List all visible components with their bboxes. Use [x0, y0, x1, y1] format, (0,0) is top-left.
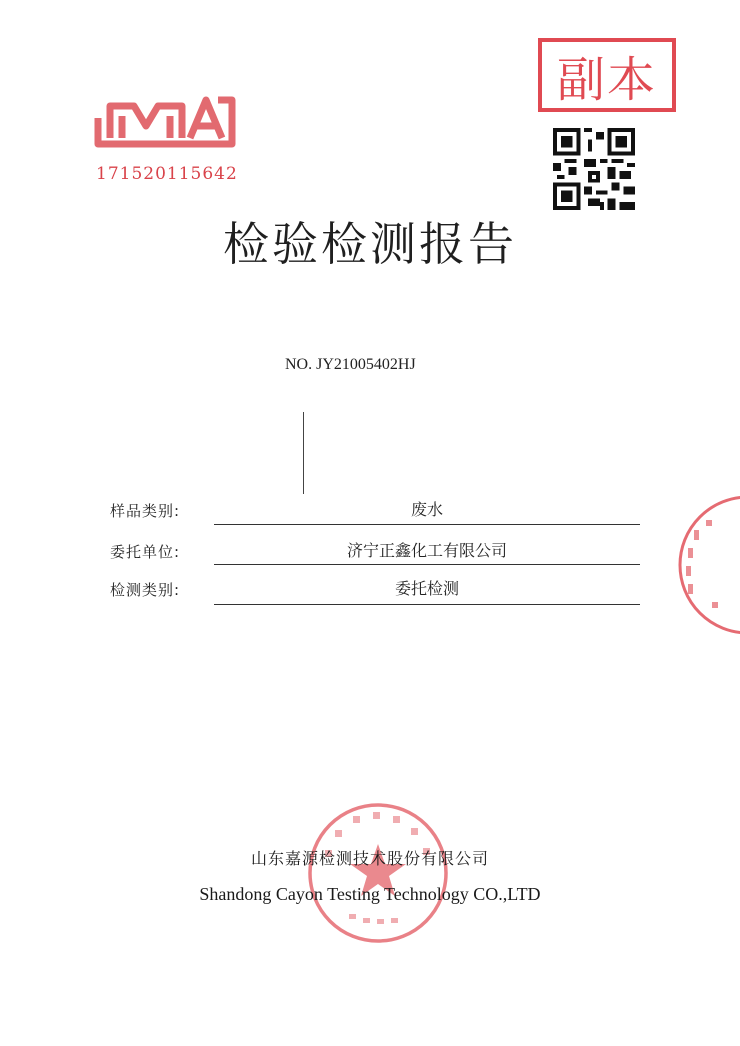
- qr-code[interactable]: [553, 128, 635, 210]
- field-label-sample-type: 样品类别:: [110, 502, 181, 520]
- field-underline: [214, 564, 640, 565]
- field-value-sample-type: 废水: [410, 500, 443, 519]
- field-label-client: 委托单位:: [110, 543, 181, 561]
- report-number: NO. JY21005402HJ: [285, 356, 416, 373]
- field-underline: [214, 604, 640, 605]
- company-seal: [305, 800, 451, 946]
- copy-stamp: 副本: [538, 38, 676, 112]
- field-value-client: 济宁正鑫化工有限公司: [346, 541, 507, 560]
- company-name-en: Shandong Cayon Testing Technology CO.,LTD: [199, 884, 541, 904]
- ma-certificate-number: 171520115642: [96, 164, 238, 184]
- field-underline: [214, 524, 640, 525]
- edge-seal: [672, 490, 740, 640]
- field-label-test-type: 检测类别:: [110, 581, 181, 599]
- company-name-cn: 山东嘉源检测技术股份有限公司: [250, 849, 489, 868]
- field-value-test-type: 委托检测: [394, 579, 459, 598]
- report-title: 检验检测报告: [223, 217, 517, 271]
- binding-mark: [303, 412, 304, 494]
